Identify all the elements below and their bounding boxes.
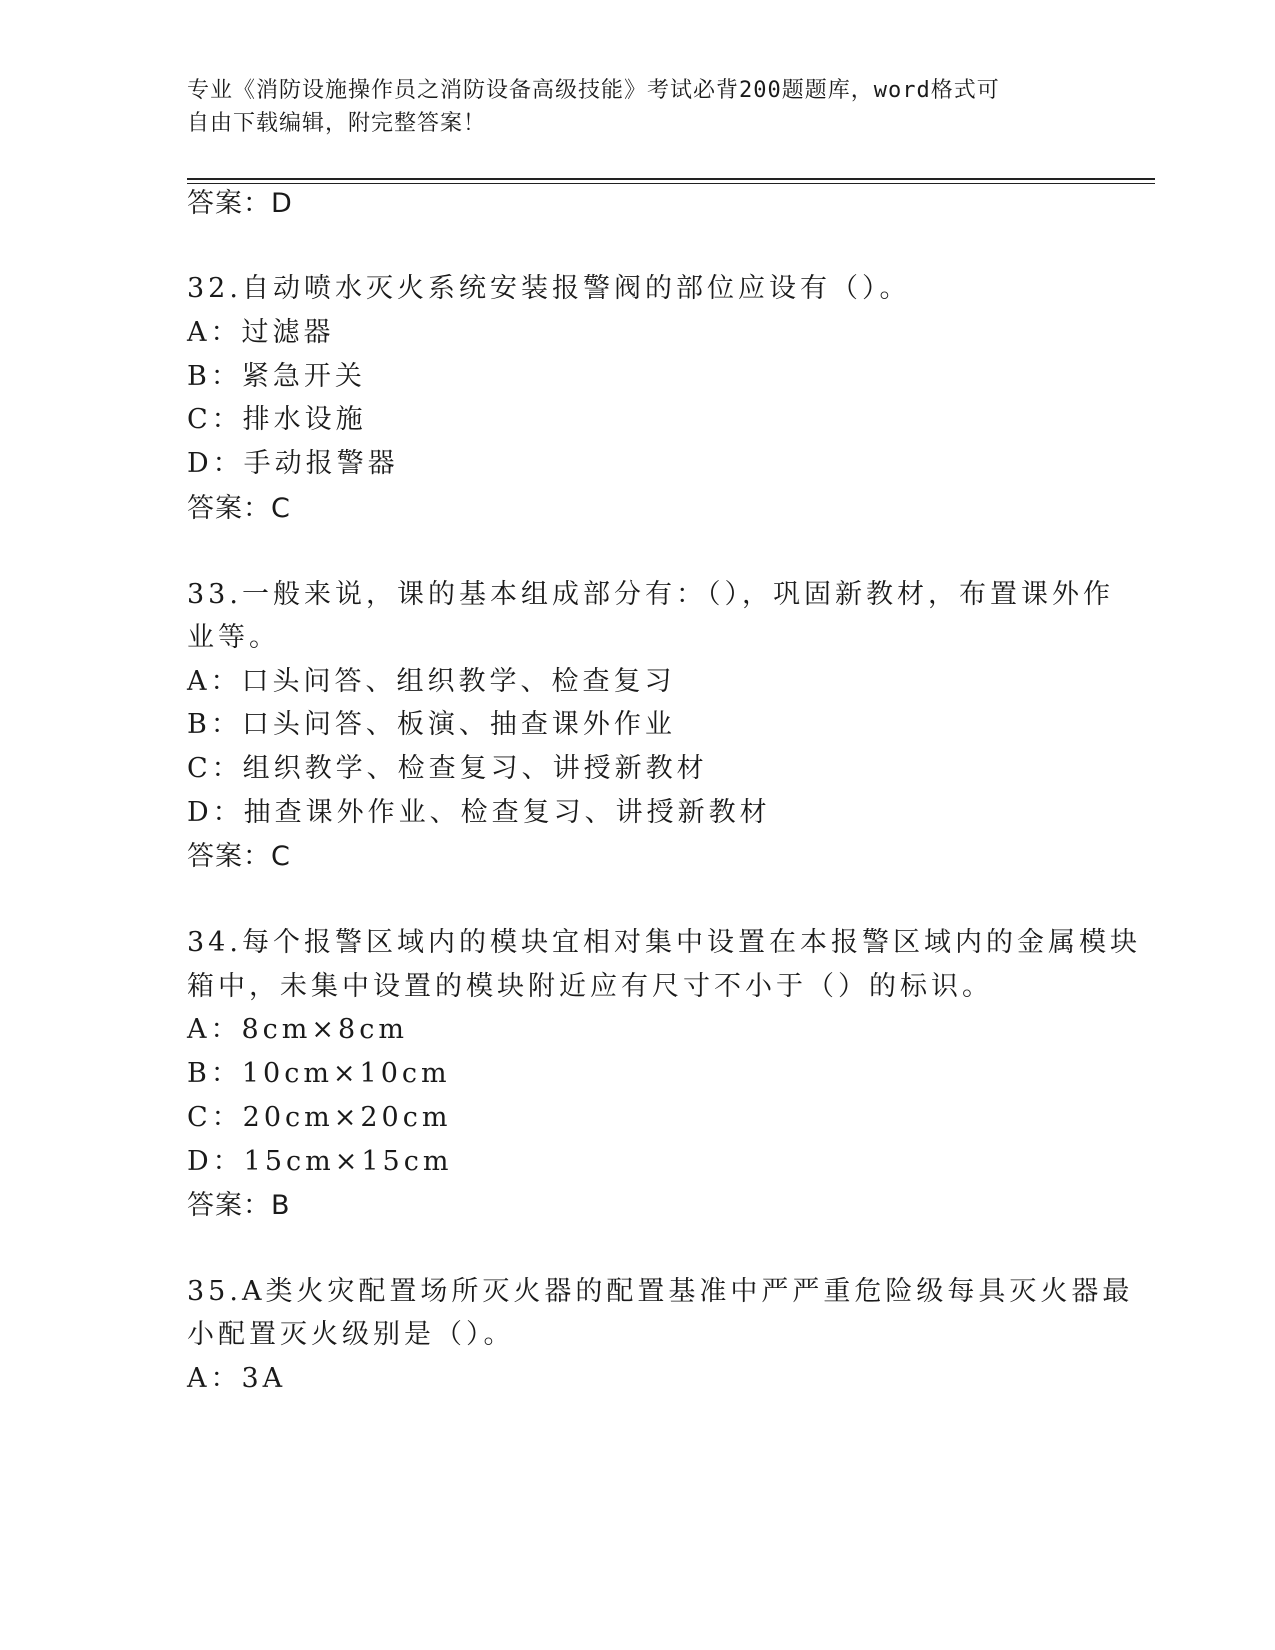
- question-35-option-a: A：3A: [187, 1363, 287, 1394]
- question-34-option-b: B：10cm×10cm: [187, 1058, 451, 1089]
- question-34-text-line-1: 34.每个报警区域内的模块宜相对集中设置在本报警区域内的金属模块: [187, 927, 1141, 958]
- header-line-2: 自由下载编辑，附完整答案！: [187, 111, 487, 136]
- question-35-text-line-2: 小配置灭火级别是（）。: [187, 1319, 515, 1350]
- question-33-option-c: C：组织教学、检查复习、讲授新教材: [187, 753, 708, 784]
- question-32-option-c: C：排水设施: [187, 404, 367, 435]
- answer-33: 答案：C: [187, 841, 291, 872]
- question-34-option-c: C：20cm×20cm: [187, 1102, 452, 1133]
- question-32-option-d: D：手动报警器: [187, 448, 399, 479]
- question-32-text: 32.自动喷水灭火系统安装报警阀的部位应设有（）。: [187, 273, 911, 304]
- question-32-option-b: B：紧急开关: [187, 361, 366, 392]
- answer-31: 答案：D: [187, 188, 293, 219]
- question-34-option-a: A：8cm×8cm: [187, 1014, 408, 1045]
- header-line-1: 专业《消防设施操作员之消防设备高级技能》考试必背200题题库，word格式可: [187, 78, 1000, 103]
- question-33-text-line-2: 业等。: [187, 622, 280, 653]
- question-35-text-line-1: 35.A类火灾配置场所灭火器的配置基准中严严重危险级每具灭火器最: [187, 1276, 1134, 1307]
- question-33-option-a: A：口头问答、组织教学、检查复习: [187, 666, 676, 697]
- question-33-option-b: B：口头问答、板演、抽查课外作业: [187, 709, 676, 740]
- question-34-text-line-2: 箱中，未集中设置的模块附近应有尺寸不小于（）的标识。: [187, 971, 993, 1002]
- question-32-option-a: A：过滤器: [187, 317, 335, 348]
- header-divider-thick: [187, 178, 1155, 180]
- answer-34: 答案：B: [187, 1190, 291, 1221]
- question-33-text-line-1: 33.一般来说，课的基本组成部分有：（），巩固新教材，布置课外作: [187, 579, 1114, 610]
- question-33-option-d: D：抽查课外作业、检查复习、讲授新教材: [187, 797, 771, 828]
- question-34-option-d: D：15cm×15cm: [187, 1146, 453, 1177]
- header-divider-thin: [187, 183, 1155, 184]
- document-header: [187, 74, 1077, 140]
- answer-32: 答案：C: [187, 493, 291, 524]
